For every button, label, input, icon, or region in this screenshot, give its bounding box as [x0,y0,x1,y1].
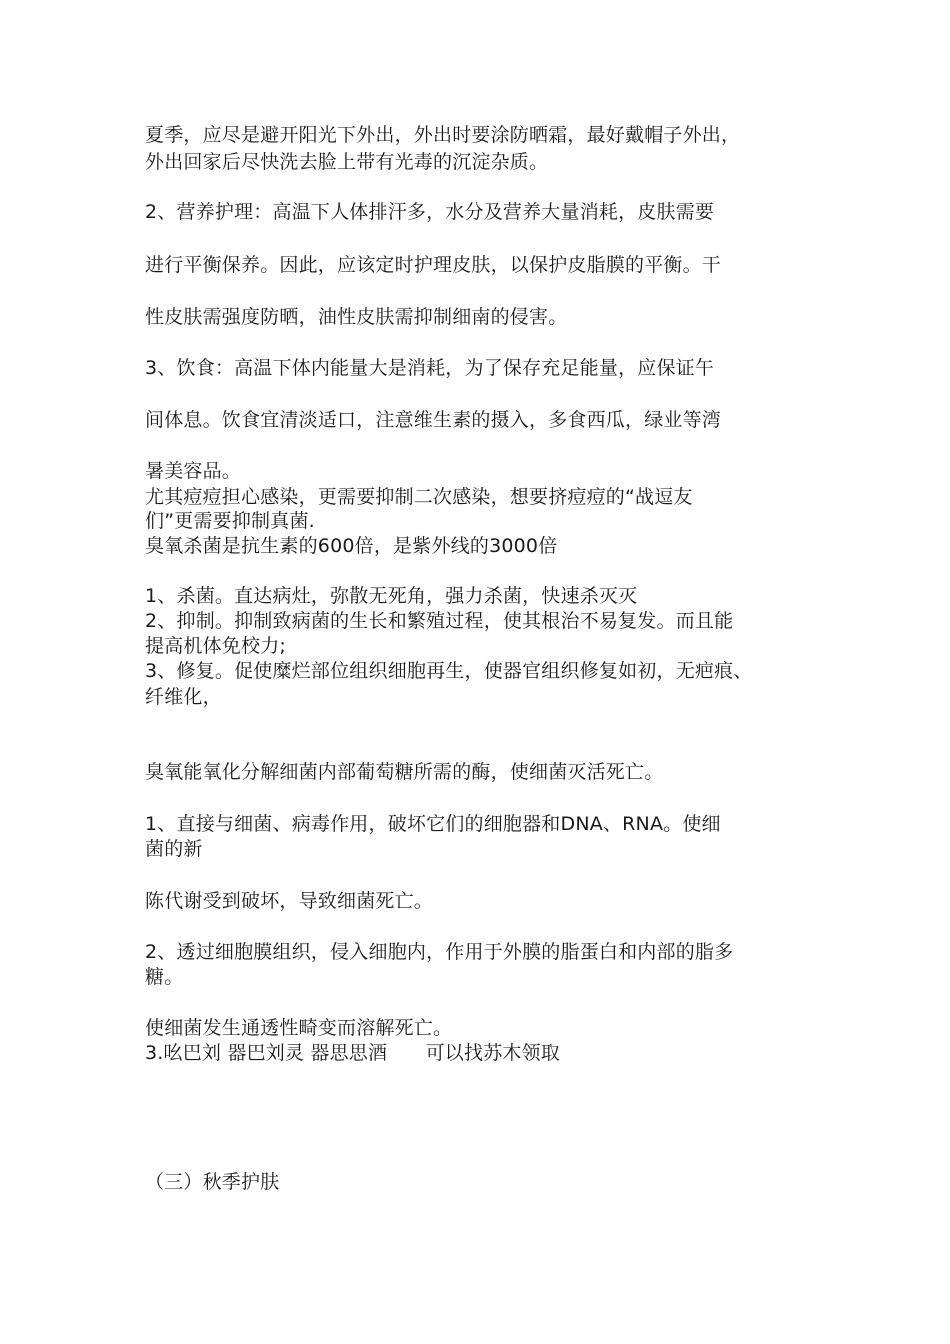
text-line: 菌的新 [145,838,203,860]
text-line: 暑美容品。 [145,460,242,482]
text-line: 纤维化， [145,686,222,708]
text-line: 进行平衡保养。因此，应该定时护理皮肤，以保护皮脂膜的平衡。干 [145,254,722,276]
text-line: 臭氧能氧化分解细菌内部葡萄糖所需的酶，使细菌灭活死亡。 [145,761,664,783]
text-line: 1、直接与细菌、病毒作用，破坏它们的细胞器和DNA、RNA。使细 [145,813,721,835]
text-line: 3.吆巴刘 器巴刘灵 器思思酒 可以找苏木领取 [145,1042,561,1064]
text-line: 们”更需要抑制真菌. [145,510,315,532]
text-line: 2、抑制。抑制致病菌的生长和繁殖过程，使其根治不易复发。而且能 [145,610,734,632]
text-line: 臭氧杀菌是抗生素的600倍，是紫外线的3000倍 [145,535,558,557]
text-line: 糖。 [145,966,184,988]
text-line: 2、透过细胞膜组织，侵入细胞内，作用于外膜的脂蛋白和内部的脂多 [145,941,734,963]
text-line: 1、杀菌。直达病灶，弥散无死角，强力杀菌，快速杀灭灭 [145,585,638,607]
text-line: 尤其痘痘担心感染，更需要抑制二次感染，想要挤痘痘的“战逗友 [145,486,693,508]
text-line: 提高机体免校力; [145,635,287,657]
text-line: 使细菌发生通透性畸变而溶解死亡。 [145,1017,453,1039]
text-line: 2、营养护理：高温下人体排汗多，水分及营养大量消耗，皮肤需要 [145,201,715,223]
text-line: 3、修复。促使糜烂部位组织细胞再生，使器官组织修复如初，无疤痕、 [145,660,753,682]
text-line: 外出回家后尽快洗去脸上带有光毒的沉淀杂质。 [145,151,549,173]
text-line: 性皮肤需强度防晒，油性皮肤需抑制细南的侵害。 [145,306,568,328]
text-line: 夏季，应尽是避开阳光下外出，外出时要涂防晒霜，最好戴帽子外出， [145,124,741,146]
text-line: 间体息。饮食宜清淡适口，注意维生素的摄入，多食西瓜，绿业等湾 [145,409,722,431]
text-line: 陈代谢受到破坏，导致细菌死亡。 [145,890,434,912]
text-line: 3、饮食：高温下体内能量大是消耗，为了保存充足能量，应保证午 [145,357,715,379]
section-heading: （三）秋季护肤 [145,1171,280,1193]
